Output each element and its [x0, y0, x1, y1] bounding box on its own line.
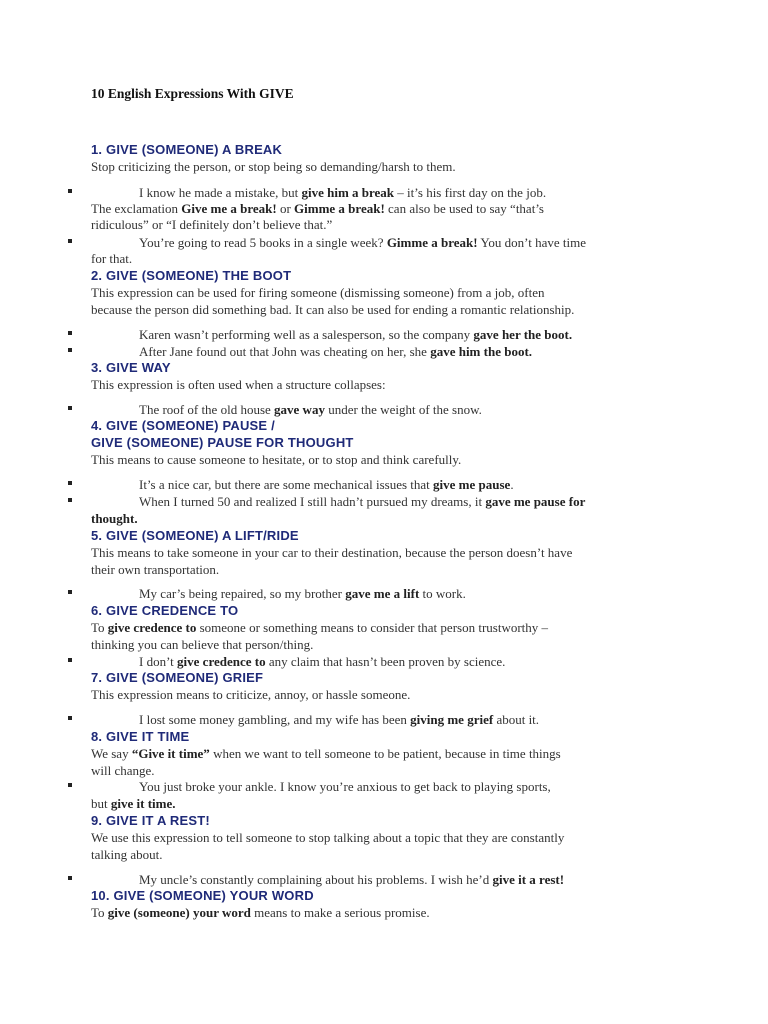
section-4-heading-line-1: 4. GIVE (SOMEONE) PAUSE /	[91, 418, 275, 433]
section-1-bullet-2-continued: for that.	[91, 251, 133, 266]
section-5-heading: 5. GIVE (SOMEONE) A LIFT/RIDE	[91, 528, 299, 543]
bullet-marker	[68, 498, 72, 502]
bullet-text: The roof of the old house gave way under the weight of the snow.	[139, 402, 482, 417]
section-4-description: This means to cause someone to hesitate, or to stop and think carefully.	[91, 452, 462, 467]
section-4-bullet-2-continued: thought.	[91, 511, 138, 526]
section-2-description-line-2: because the person did something bad. It can also be used for ending a romantic relationship.	[91, 302, 575, 317]
section-2-heading: 2. GIVE (SOMEONE) THE BOOT	[91, 268, 292, 283]
bullet-text: I lost some money gambling, and my wife has been giving me grief about it.	[139, 712, 540, 727]
bullet-text: It’s a nice car, but there are some mechanical issues that give me pause.	[139, 477, 514, 492]
bullet-marker	[68, 783, 72, 787]
bullet-marker	[68, 348, 72, 352]
bullet-text: When I turned 50 and realized I still hadn’t pursued my dreams, it gave me pause for	[139, 494, 586, 509]
section-3-description: This expression is often used when a structure collapses:	[91, 377, 386, 392]
section-10-heading: 10. GIVE (SOMEONE) YOUR WORD	[91, 888, 314, 903]
bullet-text: I don’t give credence to any claim that hasn’t been proven by science.	[139, 654, 506, 669]
section-8-heading: 8. GIVE IT TIME	[91, 729, 190, 744]
section-7-description: This expression means to criticize, annoy, or hassle someone.	[91, 687, 411, 702]
section-1-note-line-2: ridiculous” or “I definitely don’t believe that.”	[91, 217, 333, 232]
section-2-description-line-1: This expression can be used for firing someone (dismissing someone) from a job, often	[91, 285, 545, 300]
bullet-marker	[68, 716, 72, 720]
section-10-description: To give (someone) your word means to make a serious promise.	[91, 905, 430, 920]
section-1-note-line-1: The exclamation Give me a break! or Gimme a break! can also be used to say “that’s	[91, 201, 544, 216]
bullet-text: My car’s being repaired, so my brother gave me a lift to work.	[139, 586, 466, 601]
section-1-heading: 1. GIVE (SOMEONE) A BREAK	[91, 142, 283, 157]
bullet-marker	[68, 239, 72, 243]
bullet-marker	[68, 189, 72, 193]
bullet-marker	[68, 658, 72, 662]
bullet-text: You’re going to read 5 books in a single week? Gimme a break! You don’t have time	[139, 235, 587, 250]
section-5-description-line-2: their own transportation.	[91, 562, 220, 577]
section-8-description-line-2: will change.	[91, 763, 155, 778]
bullet-text: I know he made a mistake, but give him a break – it’s his first day on the job.	[139, 185, 547, 200]
section-9-description-line-1: We use this expression to tell someone to stop talking about a topic that they are constantly	[91, 830, 565, 845]
bullet-text: You just broke your ankle. I know you’re anxious to get back to playing sports,	[139, 779, 551, 794]
section-8-description-line-1: We say “Give it time” when we want to tell someone to be patient, because in time things	[91, 746, 561, 761]
bullet-marker	[68, 331, 72, 335]
section-6-description-line-2: thinking you can believe that person/thing.	[91, 637, 314, 652]
section-9-heading: 9. GIVE IT A REST!	[91, 813, 210, 828]
section-8-bullet-1-continued: but give it time.	[91, 796, 176, 811]
section-6-heading: 6. GIVE CREDENCE TO	[91, 603, 239, 618]
bullet-text: My uncle’s constantly complaining about his problems. I wish he’d give it a rest!	[139, 872, 565, 887]
section-5-description-line-1: This means to take someone in your car to their destination, because the person doesn’t have	[91, 545, 573, 560]
section-9-description-line-2: talking about.	[91, 847, 163, 862]
bullet-marker	[68, 876, 72, 880]
bullet-text: Karen wasn’t performing well as a salesperson, so the company gave her the boot.	[139, 327, 573, 342]
bullet-marker	[68, 406, 72, 410]
section-3-heading: 3. GIVE WAY	[91, 360, 171, 375]
bullet-text: After Jane found out that John was cheating on her, she gave him the boot.	[139, 344, 533, 359]
section-6-description-line-1: To give credence to someone or something means to consider that person trustworthy –	[91, 620, 549, 635]
bullet-marker	[68, 481, 72, 485]
document-title: 10 English Expressions With GIVE	[91, 86, 294, 101]
bullet-marker	[68, 590, 72, 594]
section-1-description: Stop criticizing the person, or stop being so demanding/harsh to them.	[91, 159, 456, 174]
section-4-heading-line-2: GIVE (SOMEONE) PAUSE FOR THOUGHT	[91, 435, 354, 450]
section-7-heading: 7. GIVE (SOMEONE) GRIEF	[91, 670, 264, 685]
